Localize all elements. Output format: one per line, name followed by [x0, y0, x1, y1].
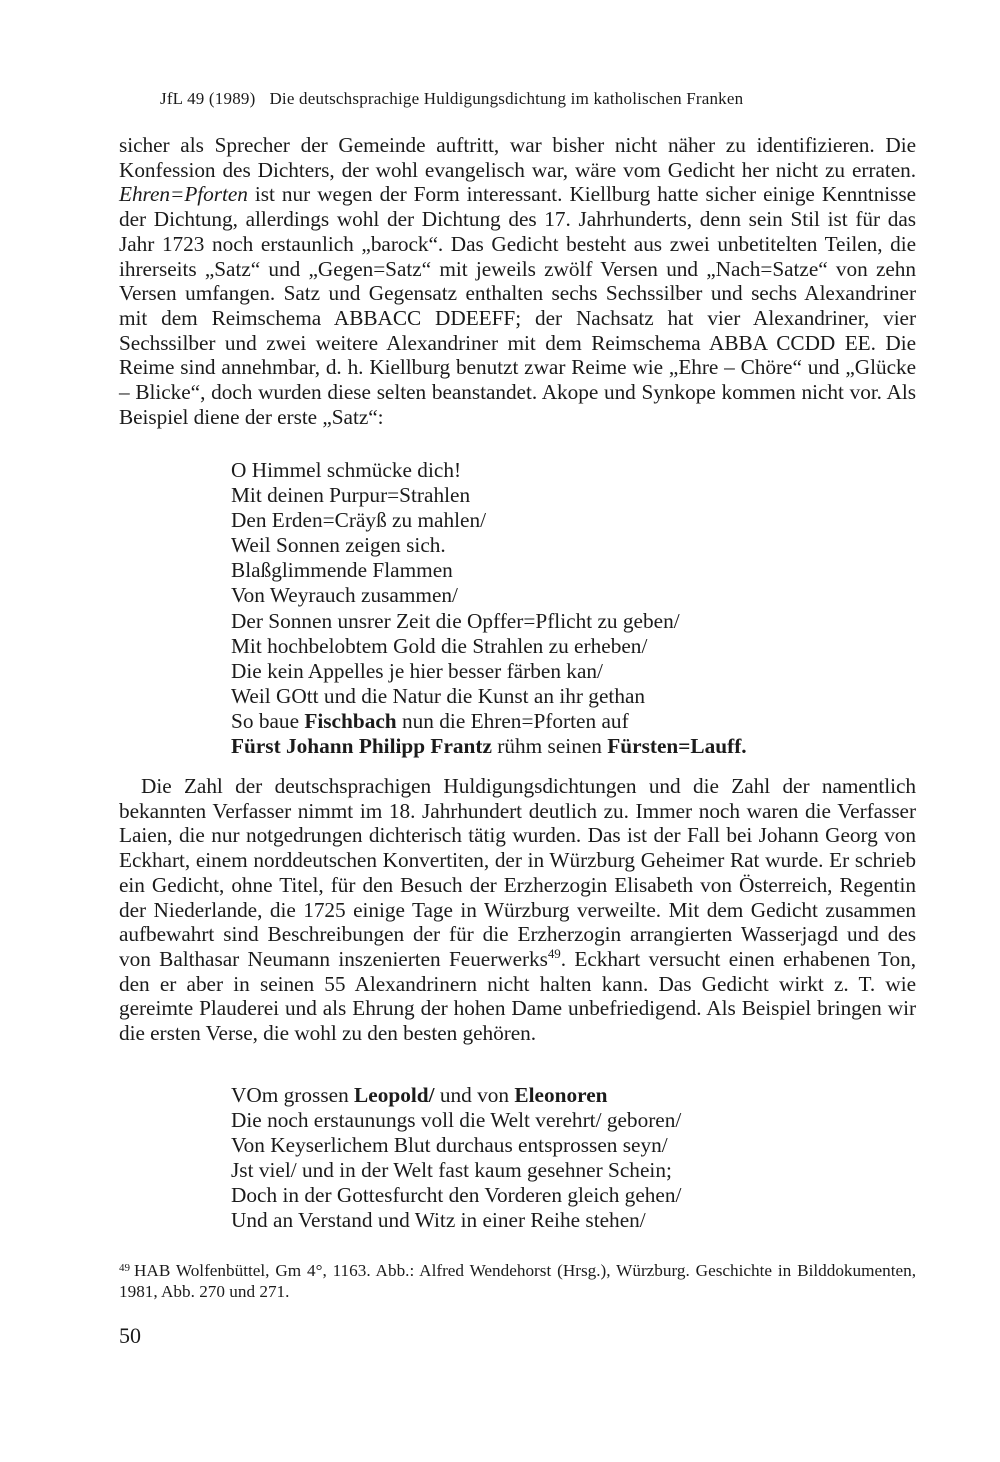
verse-line: Doch in der Gottesfurcht den Vorderen gleich gehen/	[231, 1183, 682, 1208]
para1-text-b: ist nur wegen der Form interessant. Kiellburg hatte sicher einige Kenntnisse der Dichtung, allerdings wohl der Dichtung des 17. Jahrhunderts, denn sein Stil ist für das Jahr 1723 noch erstaunlich „barock“. Das Gedicht besteht aus zwei unbetitelten Teilen, die ihrerseits „Satz“ und „Gegen=Satz“ mit jeweils zwölf Versen und „Nach=Satze“ von zehn Versen umfangen. Satz und Gegensatz enthalten sechs Sechssilber und sechs Alexandriner mit dem Reimschema ABBACC DDEEFF; der Nachsatz hat vier Alexandriner, vier Sechssilber und zwei weitere Alexandriner mit dem Reimschema ABBA CCDD EE. Die Reime sind annehmbar, d. h. Kiellburg benutzt zwar Reime wie „Ehre – Chöre“ und „Glücke – Blicke“, doch wurden diese selten beanstandet. Akope und Synkope kommen nicht vor. Als Beispiel diene der erste „Satz“:	[119, 182, 916, 429]
verse-text: VOm grossen	[231, 1083, 355, 1107]
running-head	[160, 89, 920, 109]
body-paragraph-1	[119, 133, 916, 429]
verse-line: Von Weyrauch zusammen/	[231, 583, 458, 608]
verse-bold-name: Fürsten=Lauff.	[607, 734, 747, 759]
footnote-reference[interactable]: 49	[547, 945, 561, 961]
verse-line: Den Erden=Cräyß zu mahlen/	[231, 508, 487, 533]
journal-citation: JfL 49 (1989)	[160, 89, 256, 108]
verse-block-1	[231, 458, 747, 759]
verse-text: und von	[434, 1083, 515, 1107]
verse-line: Und an Verstand und Witz in einer Reihe stehen/	[231, 1208, 646, 1233]
verse-bold-name: Fürst Johann Philipp Frantz	[231, 734, 492, 759]
verse-bold-name: Fischbach	[304, 708, 397, 733]
verse-line	[231, 709, 747, 734]
verse-line: Weil GOtt und die Natur die Kunst an ihr gethan	[231, 683, 646, 708]
footnote-number: 49	[119, 1262, 130, 1274]
verse-bold-name: Leopold/	[354, 1083, 435, 1107]
verse-text: So baue	[231, 708, 305, 733]
para1-text-a: sicher als Sprecher der Gemeinde auftritt, war bisher nicht näher zu identifizieren. Die Konfession des Dichters, der wohl evangelisch war, wäre vom Gedicht her nicht zu erraten.	[119, 133, 916, 182]
verse-line: Mit deinen Purpur=Strahlen	[231, 483, 471, 508]
verse-text: rühm seinen	[491, 734, 608, 759]
verse-line: Der Sonnen unsrer Zeit die Opffer=Pflicht zu geben/	[231, 608, 680, 633]
verse-line: Die kein Appelles je hier besser färben kan/	[231, 658, 603, 683]
verse-line: Mit hochbelobtem Gold die Strahlen zu erheben/	[231, 633, 648, 658]
verse-line: Weil Sonnen zeigen sich.	[231, 533, 446, 558]
verse-block-2	[231, 1083, 681, 1234]
verse-line	[231, 734, 747, 759]
para1-italic-title: Ehren=Pforten	[119, 182, 248, 207]
body-paragraph-2	[119, 774, 916, 1046]
para2-text-b: . Eckhart versucht einen erhabenen Ton, den er aber in seinen 55 Alexandrinern nicht halten kann. Das Gedicht wirkt z. T. wie gereimte Plauderei und als Ehrung der hohen Dame unbefriedigend. Als Beispiel bringen wir die ersten Verse, die wohl zu den besten gehören.	[119, 946, 916, 1046]
verse-text: nun die Ehren=Pforten auf	[396, 708, 629, 733]
verse-line: Jst viel/ und in der Welt fast kaum gesehner Schein;	[231, 1158, 672, 1183]
verse-line: Von Keyserlichem Blut durchaus entsprossen seyn/	[231, 1133, 668, 1158]
verse-line: O Himmel schmücke dich!	[231, 458, 462, 482]
footnote-text: HAB Wolfenbüttel, Gm 4°, 1163. Abb.: Alfred Wendehorst (Hrsg.), Würzburg. Geschichte in Bilddokumenten, 1981, Abb. 270 und 271.	[119, 1261, 916, 1301]
verse-line	[231, 1083, 681, 1108]
article-title: Die deutschsprachige Huldigungsdichtung im katholischen Franken	[269, 89, 744, 108]
footnote	[119, 1258, 916, 1302]
para2-text-a: Die Zahl der deutschsprachigen Huldigungsdichtungen und die Zahl der namentlich bekannten Verfasser nimmt im 18. Jahrhundert deutlich zu. Immer noch waren die Verfasser Laien, die nur notgedrungen dichterisch tätig wurden. Das ist der Fall bei Johann Georg von Eckhart, einem norddeutschen Konvertiten, der in Würzburg Geheimer Rat wurde. Er schrieb ein Gedicht, ohne Titel, für den Besuch der Erzherzogin Elisabeth von Österreich, Regentin der Niederlande, die 1725 einige Tage in Würzburg verweilte. Mit dem Gedicht zusammen aufbewahrt sind Beschreibungen der für die Erzherzogin arrangierten Wasserjagd und des von Balthasar Neumann inszenierten Feuerwerks	[119, 774, 916, 971]
verse-line: Die noch erstaunungs voll die Welt verehrt/ geboren/	[231, 1108, 682, 1133]
verse-bold-name: Eleonoren	[514, 1083, 608, 1107]
page-number: 50	[119, 1323, 141, 1348]
verse-line: Blaßglimmende Flammen	[231, 558, 453, 583]
